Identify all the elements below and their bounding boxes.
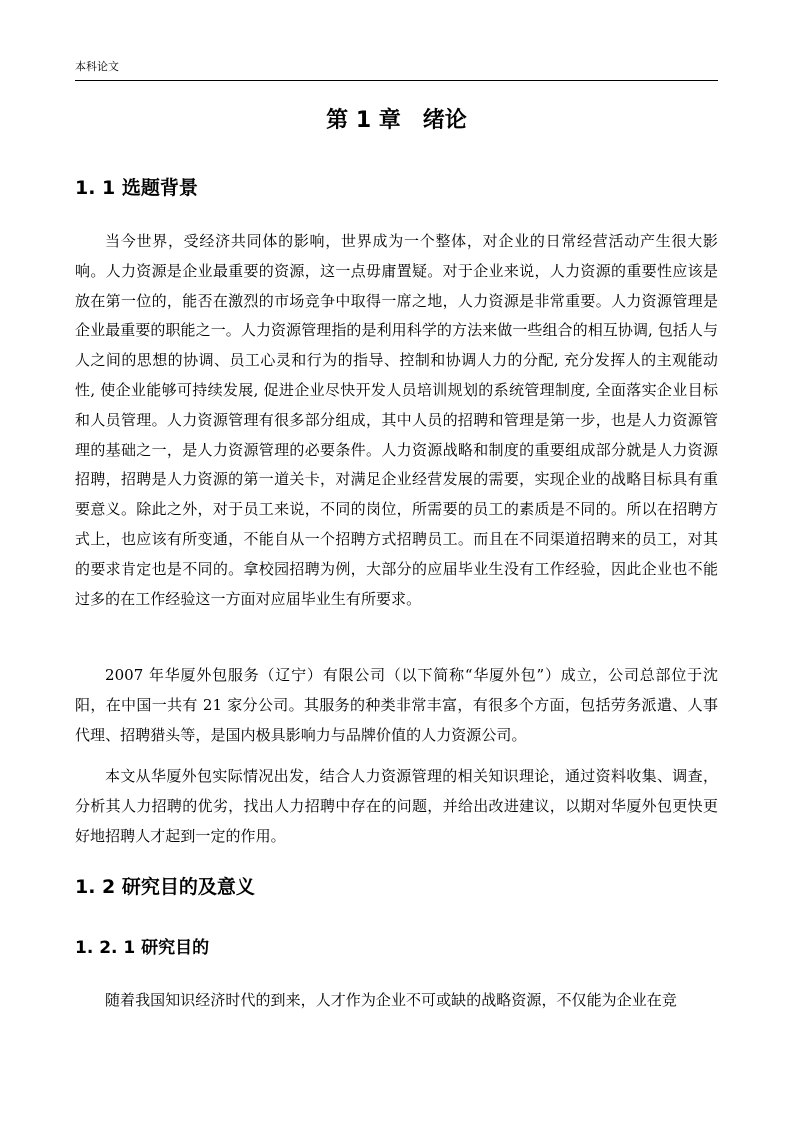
body-paragraph: 随着我国知识经济时代的到来，人才作为企业不可或缺的战略资源，不仅能为企业在竞 [105, 991, 677, 1009]
body-paragraph: 2007 年华厦外包服务（辽宁）有限公司（以下简称“华厦外包”）成立，公司总部位于沈阳，在中国一共有 21 家分公司。其服务的种类非常丰富，有很多个方面，包括劳务派遣、人事代理、招聘猎头等，是国内极具影响力与品牌价值的人力资源公司。 [75, 666, 718, 744]
body-paragraph: 当今世界，受经济共同体的影响，世界成为一个整体，对企业的日常经营活动产生很大影响。人力资源是企业最重要的资源，这一点毋庸置疑。对于企业来说，人力资源的重要性应该是放在第一位的，能否在激烈的市场竞争中取得一席之地，人力资源是非常重要。人力资源管理是企业最重要的职能之一。人力资源管理指的是利用科学的方法来做一些组合的相互协调, 包括人与人之间的思想的协调、员工心灵和行为的指导、控制和协调人力的分配, 充分发挥人的主观能动性, 使企业能够可持续发展, 促进企业尽快开发人员培训规划的系统管理制度, 全面落实企业目标和人员管理。人力资源管理有很多部分组成，其中人员的招聘和管理是第一步，也是人力资源管理的基础之一，是人力资源管理的必要条件。人力资源战略和制度的重要组成部分就是人力资源招聘，招聘是人力资源的第一道关卡，对满足企业经营发展的需要，实现企业的战略目标具有重要意义。除此之外，对于员工来说，不同的岗位，所需要的员工的素质是不同的。所以在招聘方式上，也应该有所变通，不能自从一个招聘方式招聘员工。而且在不同渠道招聘来的员工，对其的要求肯定也是不同的。拿校园招聘为例，大部分的应届毕业生没有工作经验，因此企业也不能过多的在工作经验这一方面对应届毕业生有所要求。 [75, 232, 718, 608]
header-divider [75, 80, 718, 81]
section-heading-background: 1. 1 选题背景 [75, 177, 198, 199]
body-paragraph: 本文从华厦外包实际情况出发，结合人力资源管理的相关知识理论，通过资料收集、调查，分析其人力招聘的优劣，找出人力招聘中存在的问题，并给出改进建议，以期对华厦外包更快更好地招聘人才起到一定的作用。 [75, 767, 718, 845]
chapter-title: 第 1 章 绪论 [326, 108, 467, 133]
running-header: 本科论文 [75, 60, 119, 73]
subsection-heading-research-purpose: 1. 2. 1 研究目的 [75, 938, 210, 958]
section-heading-purpose: 1. 2 研究目的及意义 [75, 876, 255, 898]
